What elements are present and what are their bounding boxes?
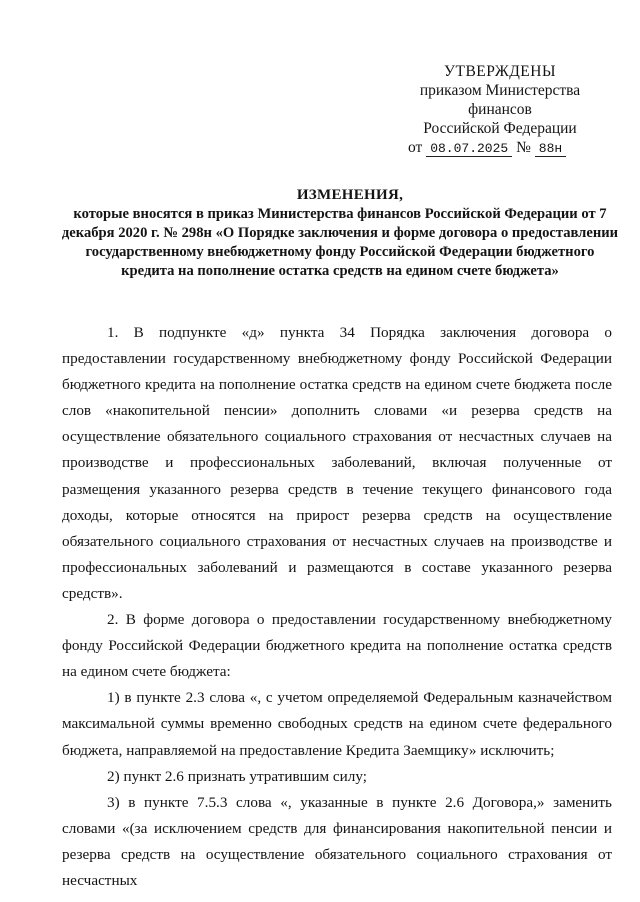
paragraph: 2. В форме договора о предоставлении государственному внебюджетному фонду Российской Федерации бюджетного кредита на пополнение остатка средств на едином счете бюджета:	[62, 611, 612, 681]
order-date: 08.07.2025	[426, 141, 512, 157]
document-subtitle: которые вносятся в приказ Министерства финансов Российской Федерации от 7 декабря 2020 г. № 298н «О Порядке заключения и форме договора о предоставлении государственному внебюджетному фонду Российской Федерации бюджетного кредита на пополнение остатка средств на едином счете бюджета»	[61, 206, 619, 279]
order-from: от	[408, 139, 423, 156]
paragraph: 1. В подпункте «д» пункта 34 Порядка заключения договора о предоставлении государственному внебюджетному фонду Российской Федерации бюджетного кредита на пополнение остатка средств на едином счете бюджета после слов «накопительной пенсии» дополнить словами «и резерва средств на осуществление обязательного социального страхования от несчастных случаев на производстве и профессиональных заболеваний, включая полученные от размещения указанного резерва средств в течение текущего финансового года доходы, которые относятся на прирост резерва средств на осуществление обязательного социального страхования от несчастных случаев на производстве и профессиональных заболеваний и размещаются в составе указанного резерва средств».	[62, 324, 612, 602]
approval-heading: УТВЕРЖДЕНЫ	[444, 63, 556, 80]
paragraph: 1) в пункте 2.3 слова «, с учетом определяемой Федеральным казначейством максимальной суммы временно свободных средств на едином счете федерального бюджета, направляемой на предоставление Кредита Заемщику» исключить;	[62, 689, 612, 759]
paragraph: 2) пункт 2.6 признать утратившим силу;	[107, 767, 367, 785]
approval-line-1: приказом Министерства финансов	[419, 82, 581, 118]
document-heading: ИЗМЕНЕНИЯ,	[296, 187, 404, 203]
order-number: 88н	[535, 141, 566, 157]
title-block	[60, 186, 620, 281]
paragraph: 3) в пункте 7.5.3 слова «, указанные в пункте 2.6 Договора,» заменить словами «(за исключением средств для финансирования накопительной пенсии и резерва средств на осуществление обязательного социального страхования от несчастных	[62, 793, 612, 889]
document-body	[62, 320, 612, 894]
order-number-sign: №	[516, 139, 531, 156]
order-line	[390, 138, 610, 158]
approval-block	[390, 62, 610, 158]
approval-line-2: Российской Федерации	[423, 120, 577, 137]
